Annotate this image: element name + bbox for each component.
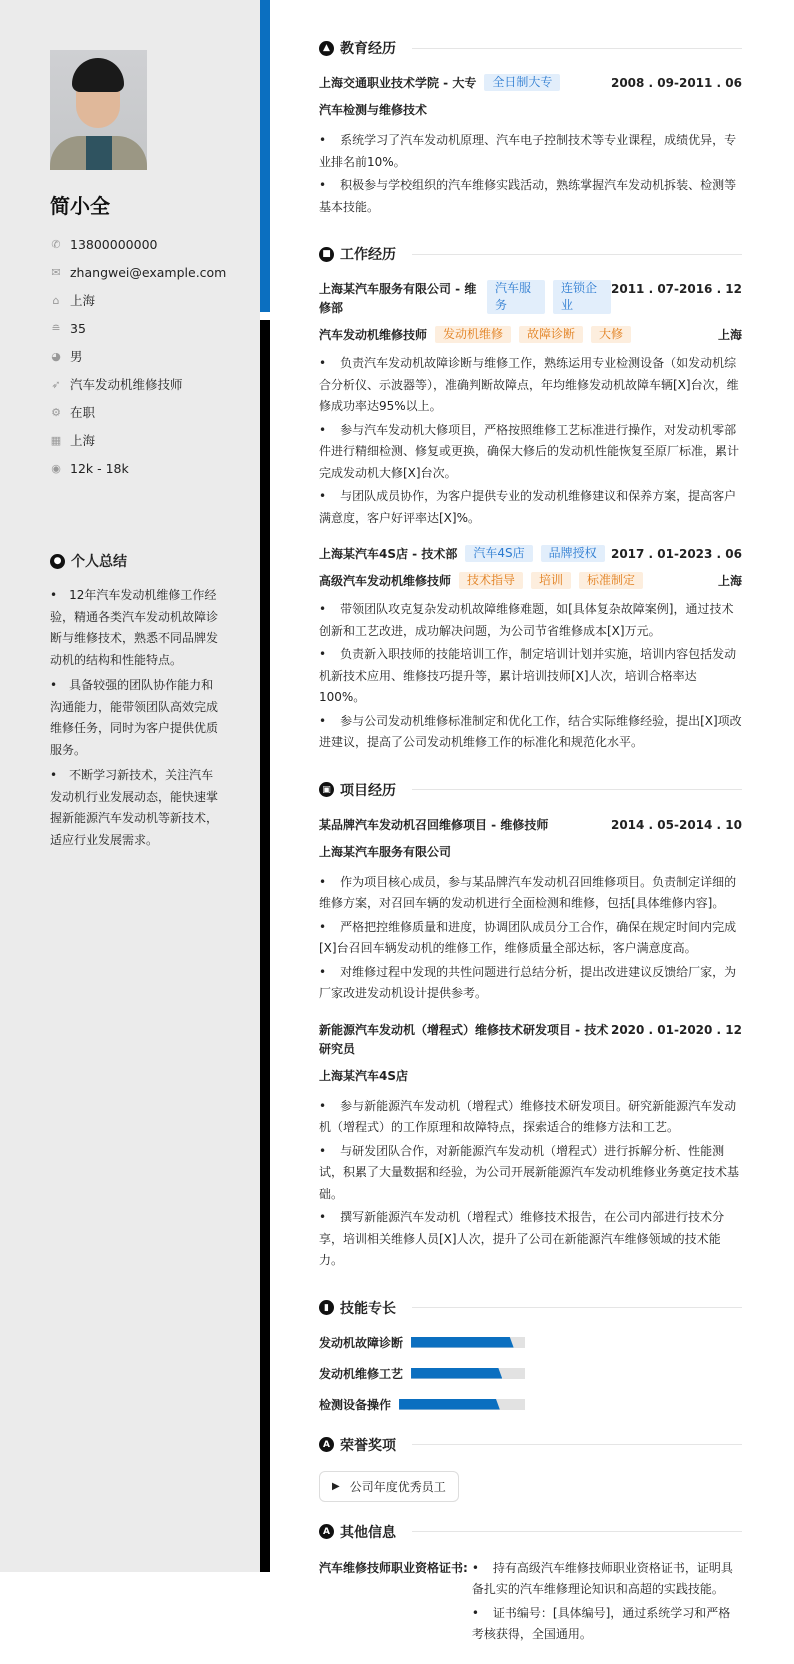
graduation-cap-icon: ▲ — [319, 41, 334, 56]
gender-icon: ◕ — [51, 349, 61, 363]
date: 2020 . 01-2020 . 12 — [610, 1022, 742, 1037]
list-item: • 对维修过程中发现的共性问题进行总结分析，提出改进建议反馈给厂家，为厂家改进发动机设计提供参考。 — [319, 962, 742, 1005]
summary-item: • 不断学习新技术，关注汽车发动机行业发展动态，能快速掌握新能源汽车发动机等新技术，适应行业发展需求。 — [50, 765, 220, 851]
other-heading: A 其他信息 — [319, 1522, 742, 1542]
award-icon: A — [319, 1437, 334, 1452]
gear-icon: ⚙ — [51, 405, 61, 419]
age: 35 — [70, 320, 86, 336]
list-item: • 与团队成员协作，为客户提供专业的发动机维修建议和保养方案，提高客户满意度，客户好评率达[X]%。 — [319, 486, 742, 529]
honors-heading: A 荣誉奖项 — [319, 1435, 742, 1455]
project-org: 上海某汽车4S店 — [319, 1068, 408, 1083]
skill-item — [319, 1365, 525, 1382]
skill-bar — [411, 1337, 525, 1348]
date: 2011 . 07-2016 . 12 — [611, 282, 743, 296]
role: 高级汽车发动机维修技师 — [319, 574, 452, 588]
tag: 连锁企业 — [553, 280, 611, 314]
salary: 12k - 18k — [70, 460, 129, 476]
list-item: • 积极参与学校组织的汽车维修实践活动，熟练掌握汽车发动机拆装、检测等基本技能。 — [319, 175, 742, 218]
other-key: 汽车维修技师职业资格证书: — [319, 1560, 468, 1575]
tag: 故障诊断 — [519, 326, 583, 343]
tag: 大修 — [591, 326, 631, 343]
info-icon: A — [319, 1524, 334, 1539]
gender: 男 — [70, 349, 83, 364]
date: 2014 . 05-2014 . 10 — [610, 817, 742, 832]
skill-name: 发动机故障诊断 — [319, 1335, 404, 1350]
tag: 发动机维修 — [435, 326, 511, 343]
salary-icon: ◉ — [51, 461, 61, 475]
summary-heading: ● 个人总结 — [50, 551, 127, 571]
list-item: • 严格把控维修质量和进度，协调团队成员分工合作，确保在规定时间内完成[X]台召回车辆发动机的维修工作，维修质量全部达标，客户满意度高。 — [319, 917, 742, 960]
briefcase-icon: ■ — [319, 247, 334, 262]
divider-stripe — [260, 320, 270, 1572]
list-item: • 证书编号：[具体编号]，通过系统学习和严格考核获得，全国通用。 — [472, 1603, 742, 1646]
grid-icon: ▣ — [319, 782, 334, 797]
skills-list — [319, 1334, 742, 1413]
send-icon: ➶ — [51, 377, 61, 391]
skill-item — [319, 1334, 525, 1351]
position: 汽车发动机维修技师 — [70, 377, 183, 392]
email: zhangwei@example.com — [70, 264, 227, 280]
list-item: • 参与汽车发动机大修项目，严格按照维修工艺标准进行操作，对发动机零部件进行精细检测、修复或更换，确保大修后的发动机性能恢复至原厂标准，累计完成发动机大修[X]台次。 — [319, 420, 742, 485]
city: 上海 — [70, 433, 96, 448]
job-city: 上海 — [717, 328, 742, 342]
avatar — [50, 50, 147, 170]
list-item: • 与研发团队合作，对新能源汽车发动机（增程式）进行拆解分析、性能测试，积累了大量数据和经验，为公司开展新能源汽车发动机维修业务奠定技术基础。 — [319, 1141, 742, 1206]
skills-heading: ▮ 技能专长 — [319, 1298, 742, 1318]
contact-info — [50, 230, 226, 482]
job-city: 上海 — [717, 574, 742, 588]
date: 2008 . 09-2011 . 06 — [610, 76, 742, 90]
skill-bar — [399, 1399, 525, 1410]
cake-icon: ≘ — [51, 321, 61, 335]
home: 上海 — [70, 293, 96, 308]
work-heading: ■ 工作经历 — [319, 244, 742, 264]
tag: 培训 — [531, 572, 571, 589]
company: 上海某汽车服务有限公司 - 维修部 — [319, 282, 477, 315]
skill-name: 发动机维修工艺 — [319, 1366, 404, 1381]
tag: 品牌授权 — [541, 545, 605, 562]
project-name: 新能源汽车发动机（增程式）维修技术研发项目 - 技术研究员 — [319, 1022, 609, 1056]
education-heading: ▲ 教育经历 — [319, 38, 742, 58]
list-item: • 持有高级汽车维修技师职业资格证书，证明具备扎实的汽车维修理论知识和高超的实践技能。 — [472, 1558, 742, 1601]
skill-bar-fill — [399, 1399, 500, 1410]
summary-item: • 具备较强的团队协作能力和沟通能力，能带领团队高效完成维修任务，同时为客户提供优质服务。 — [50, 675, 220, 761]
main-content — [319, 38, 742, 1664]
tag: 汽车服务 — [487, 280, 545, 314]
list-item: • 负责汽车发动机故障诊断与维修工作，熟练运用专业检测设备（如发动机综合分析仪、示波器等），准确判断故障点，年均维修发动机故障车辆[X]台次，维修成功率达95%以上。 — [319, 353, 742, 418]
skill-name: 检测设备操作 — [319, 1397, 392, 1412]
accent-stripe — [260, 0, 270, 312]
list-item: • 负责新入职技师的技能培训工作，制定培训计划并实施，培训内容包括发动机新技术应用、维修技巧提升等，累计培训技师[X]人次，培训合格率达100%。 — [319, 644, 742, 709]
mail-icon: ✉ — [51, 265, 61, 279]
skill-bar — [411, 1368, 525, 1379]
list-item: • 撰写新能源汽车发动机（增程式）维修技术报告，在公司内部进行技术分享，培训相关维修人员[X]人次，提升了公司在新能源汽车维修领域的技术能力。 — [319, 1207, 742, 1272]
skill-item — [319, 1396, 525, 1413]
summary-list — [50, 585, 220, 855]
summary-item: • 12年汽车发动机维修工作经验，精通各类汽车发动机故障诊断与维修技术，熟悉不同品牌发动机的结构和性能特点。 — [50, 585, 220, 671]
list-item: • 系统学习了汽车发动机原理、汽车电子控制技术等专业课程，成绩优异，专业排名前10%。 — [319, 130, 742, 173]
skill-bar-fill — [411, 1337, 514, 1348]
role: 汽车发动机维修技师 — [319, 328, 428, 342]
tag: 全日制大专 — [484, 74, 560, 91]
award-item[interactable]: ▶ 公司年度优秀员工 — [319, 1471, 459, 1502]
school: 上海交通职业技术学院 - 大专 — [319, 76, 477, 90]
list-item: • 带领团队攻克复杂发动机故障维修难题，如[具体复杂故障案例]，通过技术创新和工艺改进，成功解决问题，为公司节省维修成本[X]万元。 — [319, 599, 742, 642]
phone: 13800000000 — [70, 236, 158, 252]
play-icon: ▶ — [332, 1480, 340, 1492]
tag: 技术指导 — [459, 572, 523, 589]
phone-icon: ✆ — [51, 237, 61, 251]
tag: 汽车4S店 — [465, 545, 532, 562]
candidate-name: 简小全 — [50, 194, 110, 218]
company: 上海某汽车4S店 - 技术部 — [319, 547, 458, 561]
project-org: 上海某汽车服务有限公司 — [319, 844, 452, 859]
major: 汽车检测与维修技术 — [319, 103, 428, 117]
date: 2017 . 01-2023 . 06 — [610, 547, 742, 561]
home-icon: ⌂ — [52, 293, 60, 307]
status: 在职 — [70, 405, 96, 420]
project-name: 某品牌汽车发动机召回维修项目 - 维修技师 — [319, 817, 549, 832]
user-icon: ● — [50, 554, 65, 569]
tag: 标准制定 — [579, 572, 643, 589]
bar-chart-icon: ▮ — [319, 1300, 334, 1315]
skill-bar-fill — [411, 1368, 502, 1379]
list-item: • 参与新能源汽车发动机（增程式）维修技术研发项目。研究新能源汽车发动机（增程式）的工作原理和故障特点，探索适合的维修方法和工艺。 — [319, 1096, 742, 1139]
projects-heading: ▣ 项目经历 — [319, 780, 742, 800]
building-icon: ▦ — [50, 433, 62, 447]
list-item: • 参与公司发动机维修标准制定和优化工作，结合实际维修经验，提出[X]项改进建议，提高了公司发动机维修工作的标准化和规范化水平。 — [319, 711, 742, 754]
list-item: • 作为项目核心成员，参与某品牌汽车发动机召回维修项目。负责制定详细的维修方案，对召回车辆的发动机进行全面检测和维修，包括[具体维修内容]。 — [319, 872, 742, 915]
